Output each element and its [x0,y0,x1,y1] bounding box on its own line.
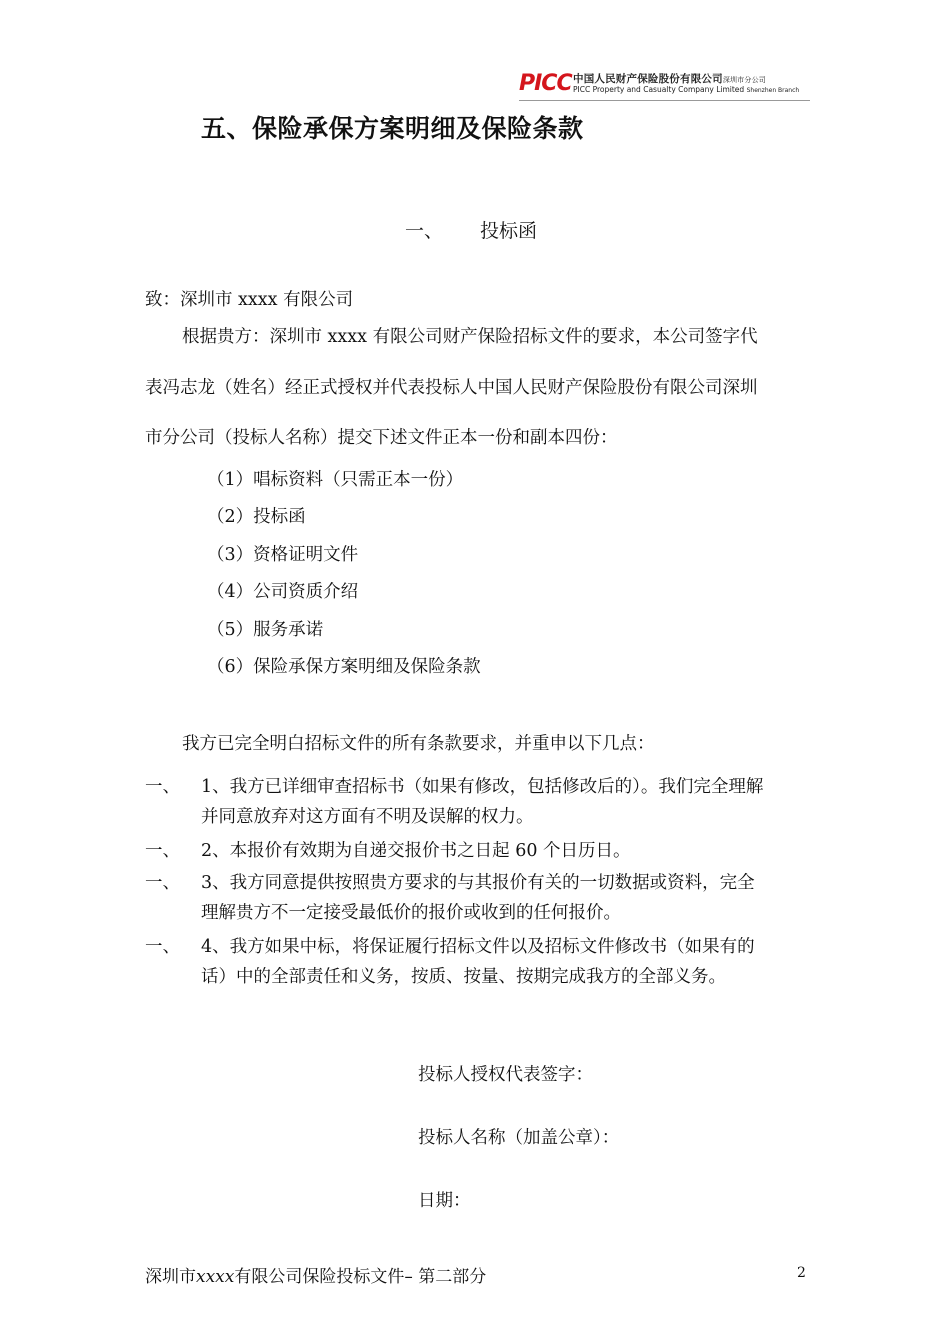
logo-english-name [573,85,799,94]
point-text-line: 并同意放弃对这方面有不明及误解的权力。 [201,807,534,827]
signature-bidder-name: 投标人名称（加盖公章）： [418,1128,620,1148]
letter-recipient: 致：深圳市 xxxx 有限公司 [145,290,354,310]
document-list-item: （2）投标函 [207,507,306,527]
logo-en-branch: Shenzhen Branch [746,87,800,94]
logo-chinese-name [573,71,766,86]
document-list-item: （4）公司资质介绍 [207,582,359,602]
letter-paragraph-line: 表冯志龙（姓名）经正式授权并代表投标人中国人民财产保险股份有限公司深圳 [145,378,758,398]
signature-representative: 投标人授权代表签字： [418,1065,593,1085]
logo-en-company: PICC Property and Casualty Company Limited [573,85,745,94]
point-marker: 一、 [145,873,180,893]
signature-date: 日期： [418,1191,471,1211]
section-heading [405,216,537,243]
point-marker: 一、 [145,841,180,861]
point-text-line: 1、我方已详细审查招标书（如果有修改，包括修改后的）。我们完全理解 [201,777,764,797]
logo-cn-company: 中国人民财产保险股份有限公司 [573,73,723,85]
footer-text-b: xxxx [196,1267,235,1287]
point-marker: 一、 [145,937,180,957]
document-list-item: （1）唱标资料（只需正本一份） [207,470,464,490]
document-list-item: （3）资格证明文件 [207,545,359,565]
point-text-line: 话）中的全部责任和义务，按质、按量、按期完成我方的全部义务。 [201,967,726,987]
document-title: 五、保险承保方案明细及保险条款 [201,114,584,143]
declaration-intro: 我方已完全明白招标文件的所有条款要求，并重申以下几点： [182,734,655,754]
section-label: 投标函 [480,220,538,242]
picc-logo-mark: PICC [519,71,572,96]
section-number: 一、 [405,220,444,242]
logo-cn-branch: 深圳市分公司 [722,76,767,84]
point-marker: 一、 [145,777,180,797]
letter-paragraph-line: 根据贵方：深圳市 xxxx 有限公司财产保险招标文件的要求，本公司签字代 [182,327,758,347]
document-list-item: （6）保险承保方案明细及保险条款 [207,657,481,677]
point-text-line: 3、我方同意提供按照贵方要求的与其报价有关的一切数据或资料，完全 [201,873,755,893]
footer-text-a: 深圳市 [145,1267,196,1287]
document-list-item: （5）服务承诺 [207,620,324,640]
company-logo [519,69,810,101]
footer-text-c: 有限公司保险投标文件– 第二部分 [234,1267,487,1287]
point-text-line: 理解贵方不一定接受最低价的报价或收到的任何报价。 [201,903,621,923]
letter-paragraph-line: 市分公司（投标人名称）提交下述文件正本一份和副本四份： [145,428,618,448]
point-text-line: 2、本报价有效期为自递交报价书之日起 60 个日历日。 [201,841,631,861]
point-text-line: 4、我方如果中标，将保证履行招标文件以及招标文件修改书（如果有的 [201,937,755,957]
page-footer [145,1262,486,1287]
page-number: 2 [797,1265,806,1281]
